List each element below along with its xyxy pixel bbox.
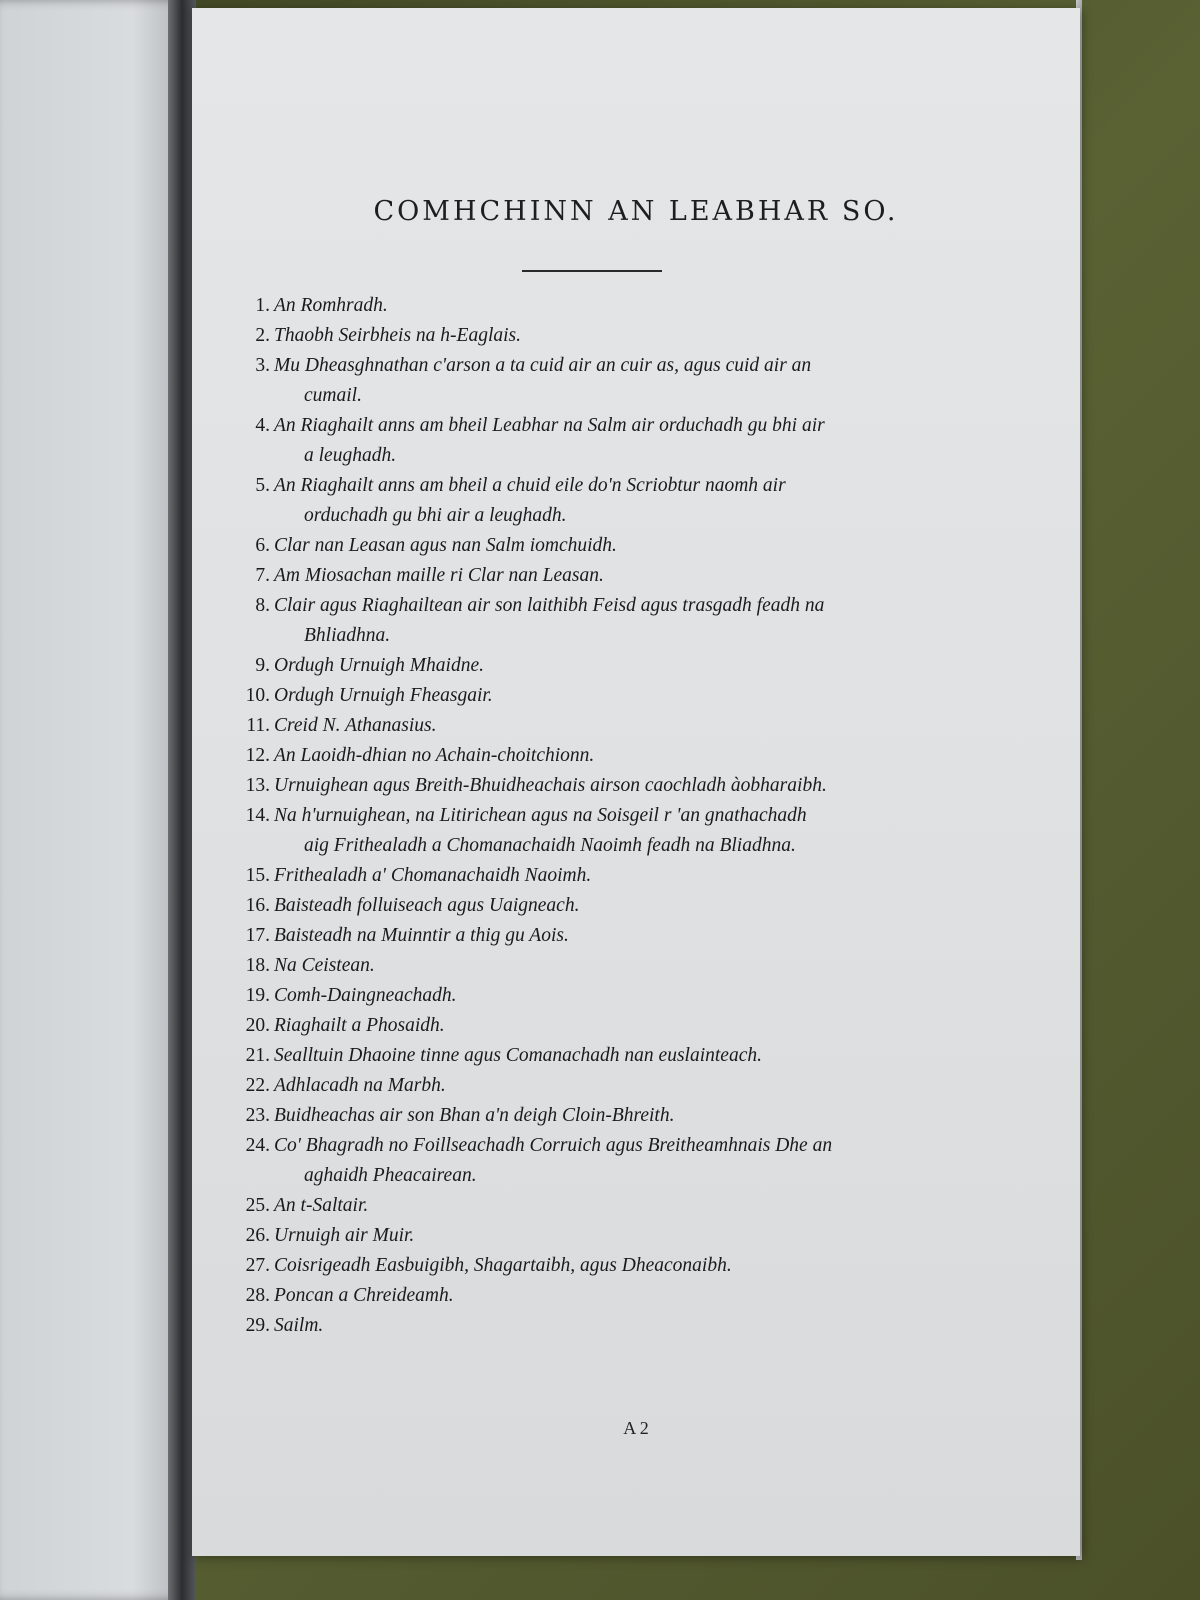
entry-number: 21. bbox=[245, 1045, 270, 1066]
contents-list bbox=[232, 291, 932, 1341]
entry-title: Baisteadh folluiseach agus Uaigneach. bbox=[274, 895, 580, 916]
contents-entry bbox=[232, 291, 932, 321]
entry-number: 3. bbox=[255, 355, 270, 376]
entry-number: 2. bbox=[255, 325, 270, 346]
entry-continuation: cumail. bbox=[304, 385, 362, 406]
contents-entry bbox=[232, 1311, 932, 1341]
entry-number: 28. bbox=[245, 1285, 270, 1306]
entry-text bbox=[274, 1131, 932, 1191]
contents-entry bbox=[232, 1011, 932, 1041]
entry-text bbox=[274, 891, 932, 921]
entry-continuation: orduchadh gu bhi air a leughadh. bbox=[304, 505, 567, 526]
entry-number: 25. bbox=[245, 1195, 270, 1216]
entry-number: 7. bbox=[255, 565, 270, 586]
contents-entry bbox=[232, 1281, 932, 1311]
entry-title: An Riaghailt anns am bheil Leabhar na Salm air orduchadh gu bhi air bbox=[274, 415, 825, 436]
signature-mark: A 2 bbox=[623, 1418, 649, 1438]
entry-title: Creid N. Athanasius. bbox=[274, 715, 437, 736]
contents-entry bbox=[232, 1101, 932, 1131]
entry-title: An Laoidh-dhian no Achain-choitchionn. bbox=[274, 745, 595, 766]
entry-number: 5. bbox=[255, 475, 270, 496]
entry-continuation: Bhliadhna. bbox=[304, 625, 391, 646]
facing-page bbox=[0, 0, 190, 1600]
entry-text bbox=[274, 711, 932, 741]
entry-text bbox=[274, 741, 932, 771]
entry-title: Riaghailt a Phosaidh. bbox=[274, 1015, 445, 1036]
entry-number: 18. bbox=[245, 955, 270, 976]
contents-entry bbox=[232, 981, 932, 1011]
entry-number: 15. bbox=[245, 865, 270, 886]
entry-number: 9. bbox=[255, 655, 270, 676]
entry-number: 14. bbox=[245, 805, 270, 826]
entry-text bbox=[274, 1101, 932, 1131]
entry-title: Ordugh Urnuigh Fheasgair. bbox=[274, 685, 493, 706]
contents-entry bbox=[232, 951, 932, 981]
contents-entry bbox=[232, 1071, 932, 1101]
entry-title: Poncan a Chreideamh. bbox=[274, 1285, 454, 1306]
contents-entry bbox=[232, 771, 932, 801]
entry-number: 24. bbox=[245, 1135, 270, 1156]
entry-number: 8. bbox=[255, 595, 270, 616]
entry-number: 13. bbox=[245, 775, 270, 796]
entry-number: 10. bbox=[245, 685, 270, 706]
contents-entry bbox=[232, 321, 932, 351]
entry-number: 26. bbox=[245, 1225, 270, 1246]
entry-title: Comh-Daingneachadh. bbox=[274, 985, 457, 1006]
entry-number: 12. bbox=[245, 745, 270, 766]
entry-number: 17. bbox=[245, 925, 270, 946]
entry-number: 16. bbox=[245, 895, 270, 916]
entry-text bbox=[274, 291, 932, 321]
contents-entry bbox=[232, 801, 932, 861]
entry-continuation: a leughadh. bbox=[304, 445, 397, 466]
contents-entry bbox=[232, 921, 932, 951]
entry-text bbox=[274, 471, 932, 531]
contents-entry bbox=[232, 741, 932, 771]
entry-title: Sealltuin Dhaoine tinne agus Comanachadh nan euslainteach. bbox=[274, 1045, 762, 1066]
entry-title: Mu Dheasghnathan c'arson a ta cuid air an cuir as, agus cuid air an bbox=[274, 355, 812, 376]
entry-title: Coisrigeadh Easbuigibh, Shagartaibh, agus Dheaconaibh. bbox=[274, 1255, 732, 1276]
book-page bbox=[192, 8, 1080, 1556]
entry-title: Adhlacadh na Marbh. bbox=[274, 1075, 446, 1096]
contents-entry bbox=[232, 1251, 932, 1281]
entry-number: 19. bbox=[245, 985, 270, 1006]
entry-number: 6. bbox=[255, 535, 270, 556]
entry-number: 29. bbox=[245, 1315, 270, 1336]
entry-title: Ordugh Urnuigh Mhaidne. bbox=[274, 655, 484, 676]
entry-text bbox=[274, 951, 932, 981]
entry-text bbox=[274, 591, 932, 651]
page-title: COMHCHINN AN LEABHAR SO. bbox=[373, 196, 899, 227]
entry-text bbox=[274, 1311, 932, 1341]
entry-text bbox=[274, 1221, 932, 1251]
entry-title: Thaobh Seirbheis na h-Eaglais. bbox=[274, 325, 521, 346]
entry-text bbox=[274, 531, 932, 561]
contents-entry bbox=[232, 1221, 932, 1251]
contents-entry bbox=[232, 651, 932, 681]
entry-number: 4. bbox=[255, 415, 270, 436]
entry-title: Sailm. bbox=[274, 1315, 324, 1336]
entry-text bbox=[274, 1251, 932, 1281]
entry-title: Urnuigh air Muir. bbox=[274, 1225, 415, 1246]
contents-entry bbox=[232, 1131, 932, 1191]
entry-text bbox=[274, 1071, 932, 1101]
entry-text bbox=[274, 771, 932, 801]
entry-number: 23. bbox=[245, 1105, 270, 1126]
entry-title: An t-Saltair. bbox=[274, 1195, 369, 1216]
contents-entry bbox=[232, 1041, 932, 1071]
contents-entry bbox=[232, 411, 932, 471]
entry-title: Frithealadh a' Chomanachaidh Naoimh. bbox=[274, 865, 592, 886]
entry-title: Buidheachas air son Bhan a'n deigh Cloin-Bhreith. bbox=[274, 1105, 675, 1126]
entry-text bbox=[274, 801, 932, 861]
entry-text bbox=[274, 561, 932, 591]
contents-entry bbox=[232, 681, 932, 711]
entry-title: Baisteadh na Muinntir a thig gu Aois. bbox=[274, 925, 569, 946]
contents-entry bbox=[232, 471, 932, 531]
entry-title: Urnuighean agus Breith-Bhuidheachais airson caochladh àobharaibh. bbox=[274, 775, 827, 796]
entry-continuation: aig Frithealadh a Chomanachaidh Naoimh feadh na Bliadhna. bbox=[304, 835, 796, 856]
entry-title: Am Miosachan maille ri Clar nan Leasan. bbox=[274, 565, 604, 586]
entry-text bbox=[274, 351, 932, 411]
entry-title: Clar nan Leasan agus nan Salm iomchuidh. bbox=[274, 535, 617, 556]
entry-title: Na h'urnuighean, na Litirichean agus na Soisgeil r 'an gnathachadh bbox=[274, 805, 807, 826]
entry-number: 20. bbox=[245, 1015, 270, 1036]
entry-text bbox=[274, 651, 932, 681]
contents-entry bbox=[232, 861, 932, 891]
entry-text bbox=[274, 861, 932, 891]
contents-entry bbox=[232, 591, 932, 651]
entry-number: 11. bbox=[246, 715, 270, 736]
entry-number: 27. bbox=[245, 1255, 270, 1276]
entry-text bbox=[274, 921, 932, 951]
entry-title: An Riaghailt anns am bheil a chuid eile do'n Scriobtur naomh air bbox=[274, 475, 786, 496]
entry-title: Na Ceistean. bbox=[274, 955, 375, 976]
entry-text bbox=[274, 411, 932, 471]
entry-title: An Romhradh. bbox=[274, 295, 388, 316]
contents-entry bbox=[232, 711, 932, 741]
title-rule bbox=[522, 270, 662, 272]
entry-text bbox=[274, 1191, 932, 1221]
entry-text bbox=[274, 1041, 932, 1071]
entry-title: Clair agus Riaghailtean air son laithibh Feisd agus trasgadh feadh na bbox=[274, 595, 825, 616]
contents-entry bbox=[232, 351, 932, 411]
contents-entry bbox=[232, 531, 932, 561]
entry-continuation: aghaidh Pheacairean. bbox=[304, 1165, 477, 1186]
entry-number: 1. bbox=[255, 295, 270, 316]
entry-text bbox=[274, 1011, 932, 1041]
contents-entry bbox=[232, 1191, 932, 1221]
entry-text bbox=[274, 681, 932, 711]
contents-entry bbox=[232, 891, 932, 921]
entry-text bbox=[274, 981, 932, 1011]
contents-entry bbox=[232, 561, 932, 591]
entry-text bbox=[274, 1281, 932, 1311]
entry-title: Co' Bhagradh no Foillseachadh Corruich agus Breitheamhnais Dhe an bbox=[274, 1135, 833, 1156]
entry-number: 22. bbox=[245, 1075, 270, 1096]
entry-text bbox=[274, 321, 932, 351]
